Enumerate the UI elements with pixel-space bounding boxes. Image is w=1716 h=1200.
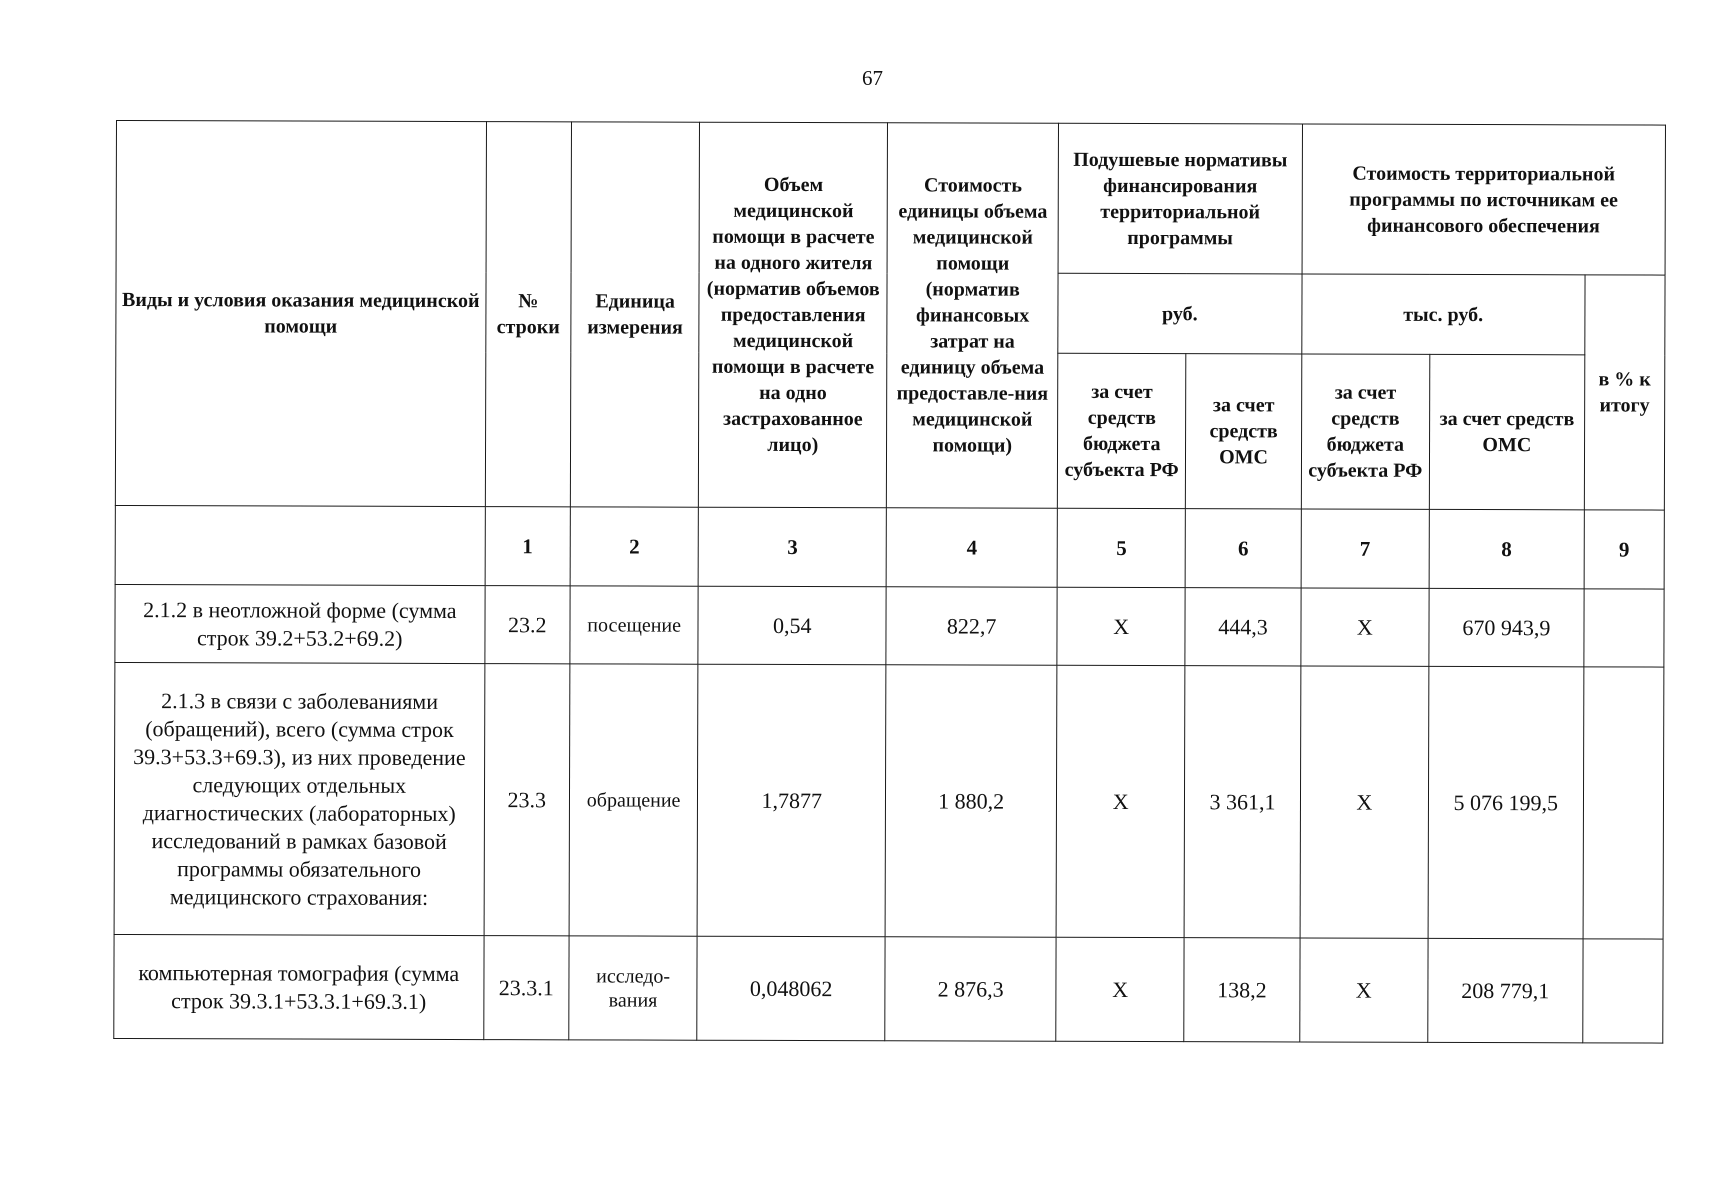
row-percent <box>1583 667 1664 939</box>
table-row <box>114 662 1664 939</box>
row-unit-cost: 822,7 <box>886 587 1057 666</box>
row-unit: посещение <box>570 586 698 664</box>
header-per-capita-norms: Подушевые нормативы финансирования территориальной программы <box>1058 123 1302 274</box>
header-percent-of-total: в % к итогу <box>1584 275 1665 510</box>
header-unit-cost: Стоимость единицы объема медицинской помощи (норматив финансовых затрат на единицу объема предоставле-ния медицинской помощи) <box>887 123 1059 509</box>
header-unit-rub: руб. <box>1058 273 1302 354</box>
table-container <box>113 120 1666 1044</box>
header-volume: Объем медицинской помощи в расчете на одного жителя (норматив объемов предоставления медицинской помощи в расчете на одно застрахованное лицо) <box>699 122 888 508</box>
column-number: 4 <box>886 508 1057 588</box>
header-oms-per-capita: за счет средств ОМС <box>1186 354 1302 509</box>
row-unit: обращение <box>569 664 698 936</box>
header-budget-per-capita: за счет средств бюджета субъекта РФ <box>1058 353 1187 508</box>
column-number <box>115 505 485 585</box>
page-number: 67 <box>862 66 883 90</box>
row-unit-cost: 1 880,2 <box>885 665 1057 938</box>
column-number: 5 <box>1057 508 1185 587</box>
header-type-of-care: Виды и условия оказания медицинской помощи <box>115 121 486 507</box>
header-budget-total: за счет средств бюджета субъекта РФ <box>1301 354 1430 509</box>
table-row <box>114 934 1663 1043</box>
column-number: 8 <box>1429 509 1584 588</box>
table-body <box>114 584 1664 1043</box>
row-oms-per-capita: 444,3 <box>1185 588 1301 666</box>
column-number: 3 <box>698 507 886 587</box>
row-oms-total: 208 779,1 <box>1428 938 1583 1042</box>
row-number: 23.3.1 <box>483 936 569 1040</box>
column-number: 6 <box>1185 509 1301 588</box>
column-number-row <box>115 505 1664 589</box>
row-unit-cost: 2 876,3 <box>885 937 1056 1042</box>
table-row <box>115 584 1664 667</box>
row-name: 2.1.2 в неотложной форме (сумма строк 39.2+53.2+69.2) <box>115 584 485 663</box>
row-volume: 1,7877 <box>697 664 886 937</box>
row-number: 23.2 <box>484 586 570 664</box>
row-budget-per-capita: Х <box>1057 587 1185 665</box>
row-budget-per-capita: Х <box>1056 665 1185 937</box>
row-percent <box>1584 589 1664 667</box>
row-budget-per-capita: Х <box>1056 937 1184 1041</box>
header-unit-thousand-rub: тыс. руб. <box>1302 274 1585 355</box>
row-budget-total: Х <box>1301 588 1429 666</box>
row-oms-per-capita: 138,2 <box>1184 938 1300 1042</box>
column-number: 2 <box>570 507 698 586</box>
row-volume: 0,54 <box>698 586 886 665</box>
column-number: 7 <box>1301 509 1429 588</box>
column-number: 9 <box>1584 510 1664 589</box>
row-volume: 0,048062 <box>697 936 885 1041</box>
row-oms-total: 670 943,9 <box>1429 588 1584 666</box>
header-oms-total: за счет средств ОМС <box>1429 354 1584 509</box>
row-number: 23.3 <box>484 664 570 936</box>
column-number: 1 <box>485 507 571 586</box>
row-unit: исследо-вания <box>569 936 697 1040</box>
row-name: 2.1.3 в связи с заболеваниями (обращений), всего (сумма строк 39.3+53.3+69.3), из них проведение следующих отдельных диагностических (лабораторных) исследований в рамках базовой программы обязательного медицинского страхования: <box>114 662 484 935</box>
row-oms-total: 5 076 199,5 <box>1428 666 1584 938</box>
table-header <box>115 121 1665 511</box>
row-oms-per-capita: 3 361,1 <box>1184 666 1300 938</box>
financing-table <box>113 120 1666 1044</box>
header-program-cost: Стоимость территориальной программы по источникам ее финансового обеспечения <box>1302 124 1666 275</box>
row-name: компьютерная томография (сумма строк 39.3.1+53.3.1+69.3.1) <box>114 934 484 1039</box>
row-percent <box>1583 939 1664 1043</box>
row-budget-total: Х <box>1299 938 1427 1042</box>
header-unit: Единица измерения <box>570 122 699 507</box>
header-row-number: № строки <box>485 122 572 507</box>
row-budget-total: Х <box>1300 666 1429 938</box>
